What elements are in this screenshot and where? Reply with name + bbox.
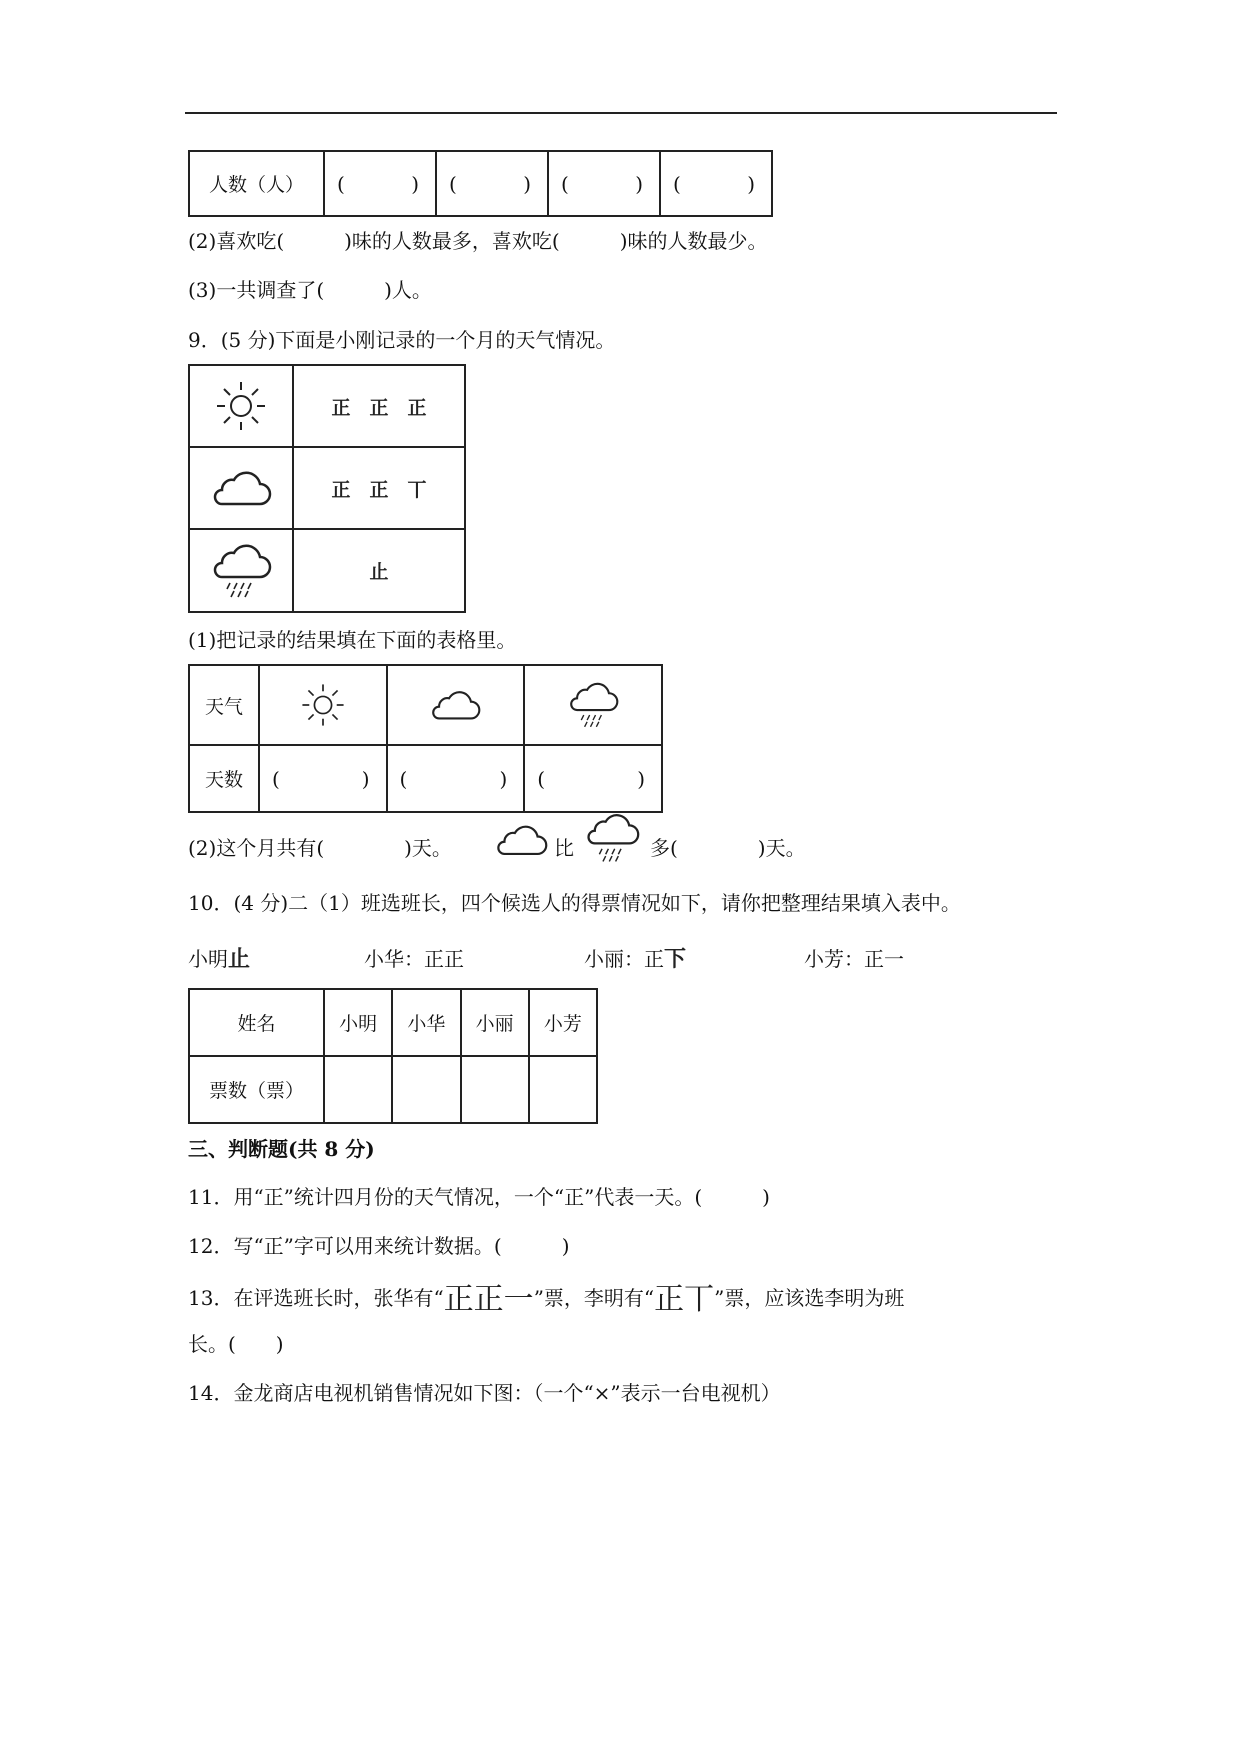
q11: 11．用“正”统计四月份的天气情况，一个“正”代表一天。( ) (188, 1185, 770, 1209)
q9-sub2-part3: 多( )天。 (650, 836, 806, 860)
q9-sub1: (1)把记录的结果填在下面的表格里。 (188, 628, 517, 652)
q10-name-cell: 小明 (324, 989, 392, 1056)
q10-title: 10．(4 分)二（1）班选班长，四个候选人的得票情况如下，请你把整理结果填入表中。 (188, 891, 961, 915)
q9-header-label: 天气 (189, 665, 259, 745)
q9-tally-sunny: 正 正 正 (293, 365, 465, 447)
q10-votes-label: 票数（票） (189, 1056, 324, 1123)
q8-row-label: 人数（人） (189, 151, 324, 216)
header-rule (185, 112, 1057, 114)
rain-icon (584, 812, 640, 867)
sun-icon (189, 365, 293, 447)
q14: 14．金龙商店电视机销售情况如下图：（一个“×”表示一台电视机） (188, 1381, 781, 1405)
q10-answer-cell[interactable] (392, 1056, 460, 1123)
q10-answer-cell[interactable] (461, 1056, 529, 1123)
q12: 12．写“正”字可以用来统计数据。( ) (188, 1234, 570, 1258)
q9-record-table (188, 364, 466, 613)
cloud-icon (387, 665, 525, 745)
q10-vote-xiaoming: 小明止 (188, 947, 251, 972)
q10-name-cell: 小芳 (529, 989, 597, 1056)
q9-row-label: 天数 (189, 745, 259, 812)
q8-line3: (3)一共调查了( )人。 (188, 278, 432, 302)
q8-answer-cell[interactable]: ( ) (548, 151, 660, 216)
q9-sub2-part1: (2)这个月共有( )天。 (188, 836, 452, 860)
q10-name-header: 姓名 (189, 989, 324, 1056)
q10-vote-table (188, 988, 598, 1124)
q9-title: 9．(5 分)下面是小刚记录的一个月的天气情况。 (188, 328, 616, 352)
q8-answer-cell[interactable]: ( ) (324, 151, 436, 216)
q10-name-cell: 小华 (392, 989, 460, 1056)
q8-count-table (188, 150, 773, 217)
q8-answer-cell[interactable]: ( ) (436, 151, 548, 216)
q9-answer-cell[interactable]: ( ) (259, 745, 387, 812)
q9-answer-cell[interactable]: ( ) (524, 745, 662, 812)
sun-icon (259, 665, 387, 745)
cloud-icon (494, 822, 548, 861)
q13-line2: 长。( ) (188, 1332, 284, 1356)
q9-tally-cloudy: 正 正 丅 (293, 447, 465, 529)
rain-icon (189, 529, 293, 612)
q8-line2: (2)喜欢吃( )味的人数最多，喜欢吃( )味的人数最少。 (188, 229, 768, 253)
cloud-icon (189, 447, 293, 529)
rain-icon (524, 665, 662, 745)
q10-answer-cell[interactable] (529, 1056, 597, 1123)
q10-vote-xiaohua: 小华：正正 (364, 947, 464, 971)
q9-answer-cell[interactable]: ( ) (387, 745, 525, 812)
q9-result-table (188, 664, 663, 813)
q13-line1: 13．在评选班长时，张华有“正正一”票，李明有“正丅”票，应该选李明为班 (188, 1282, 905, 1317)
q9-sub2-compare: 比 (554, 836, 574, 860)
q10-name-cell: 小丽 (461, 989, 529, 1056)
q8-answer-cell[interactable]: ( ) (660, 151, 772, 216)
q10-vote-xiaofang: 小芳：正一 (804, 947, 904, 971)
q10-vote-xiaoli: 小丽：正下 (584, 947, 687, 972)
section3-title: 三、判断题(共 8 分) (188, 1137, 375, 1161)
q10-answer-cell[interactable] (324, 1056, 392, 1123)
q9-tally-rainy: 止 (293, 529, 465, 612)
